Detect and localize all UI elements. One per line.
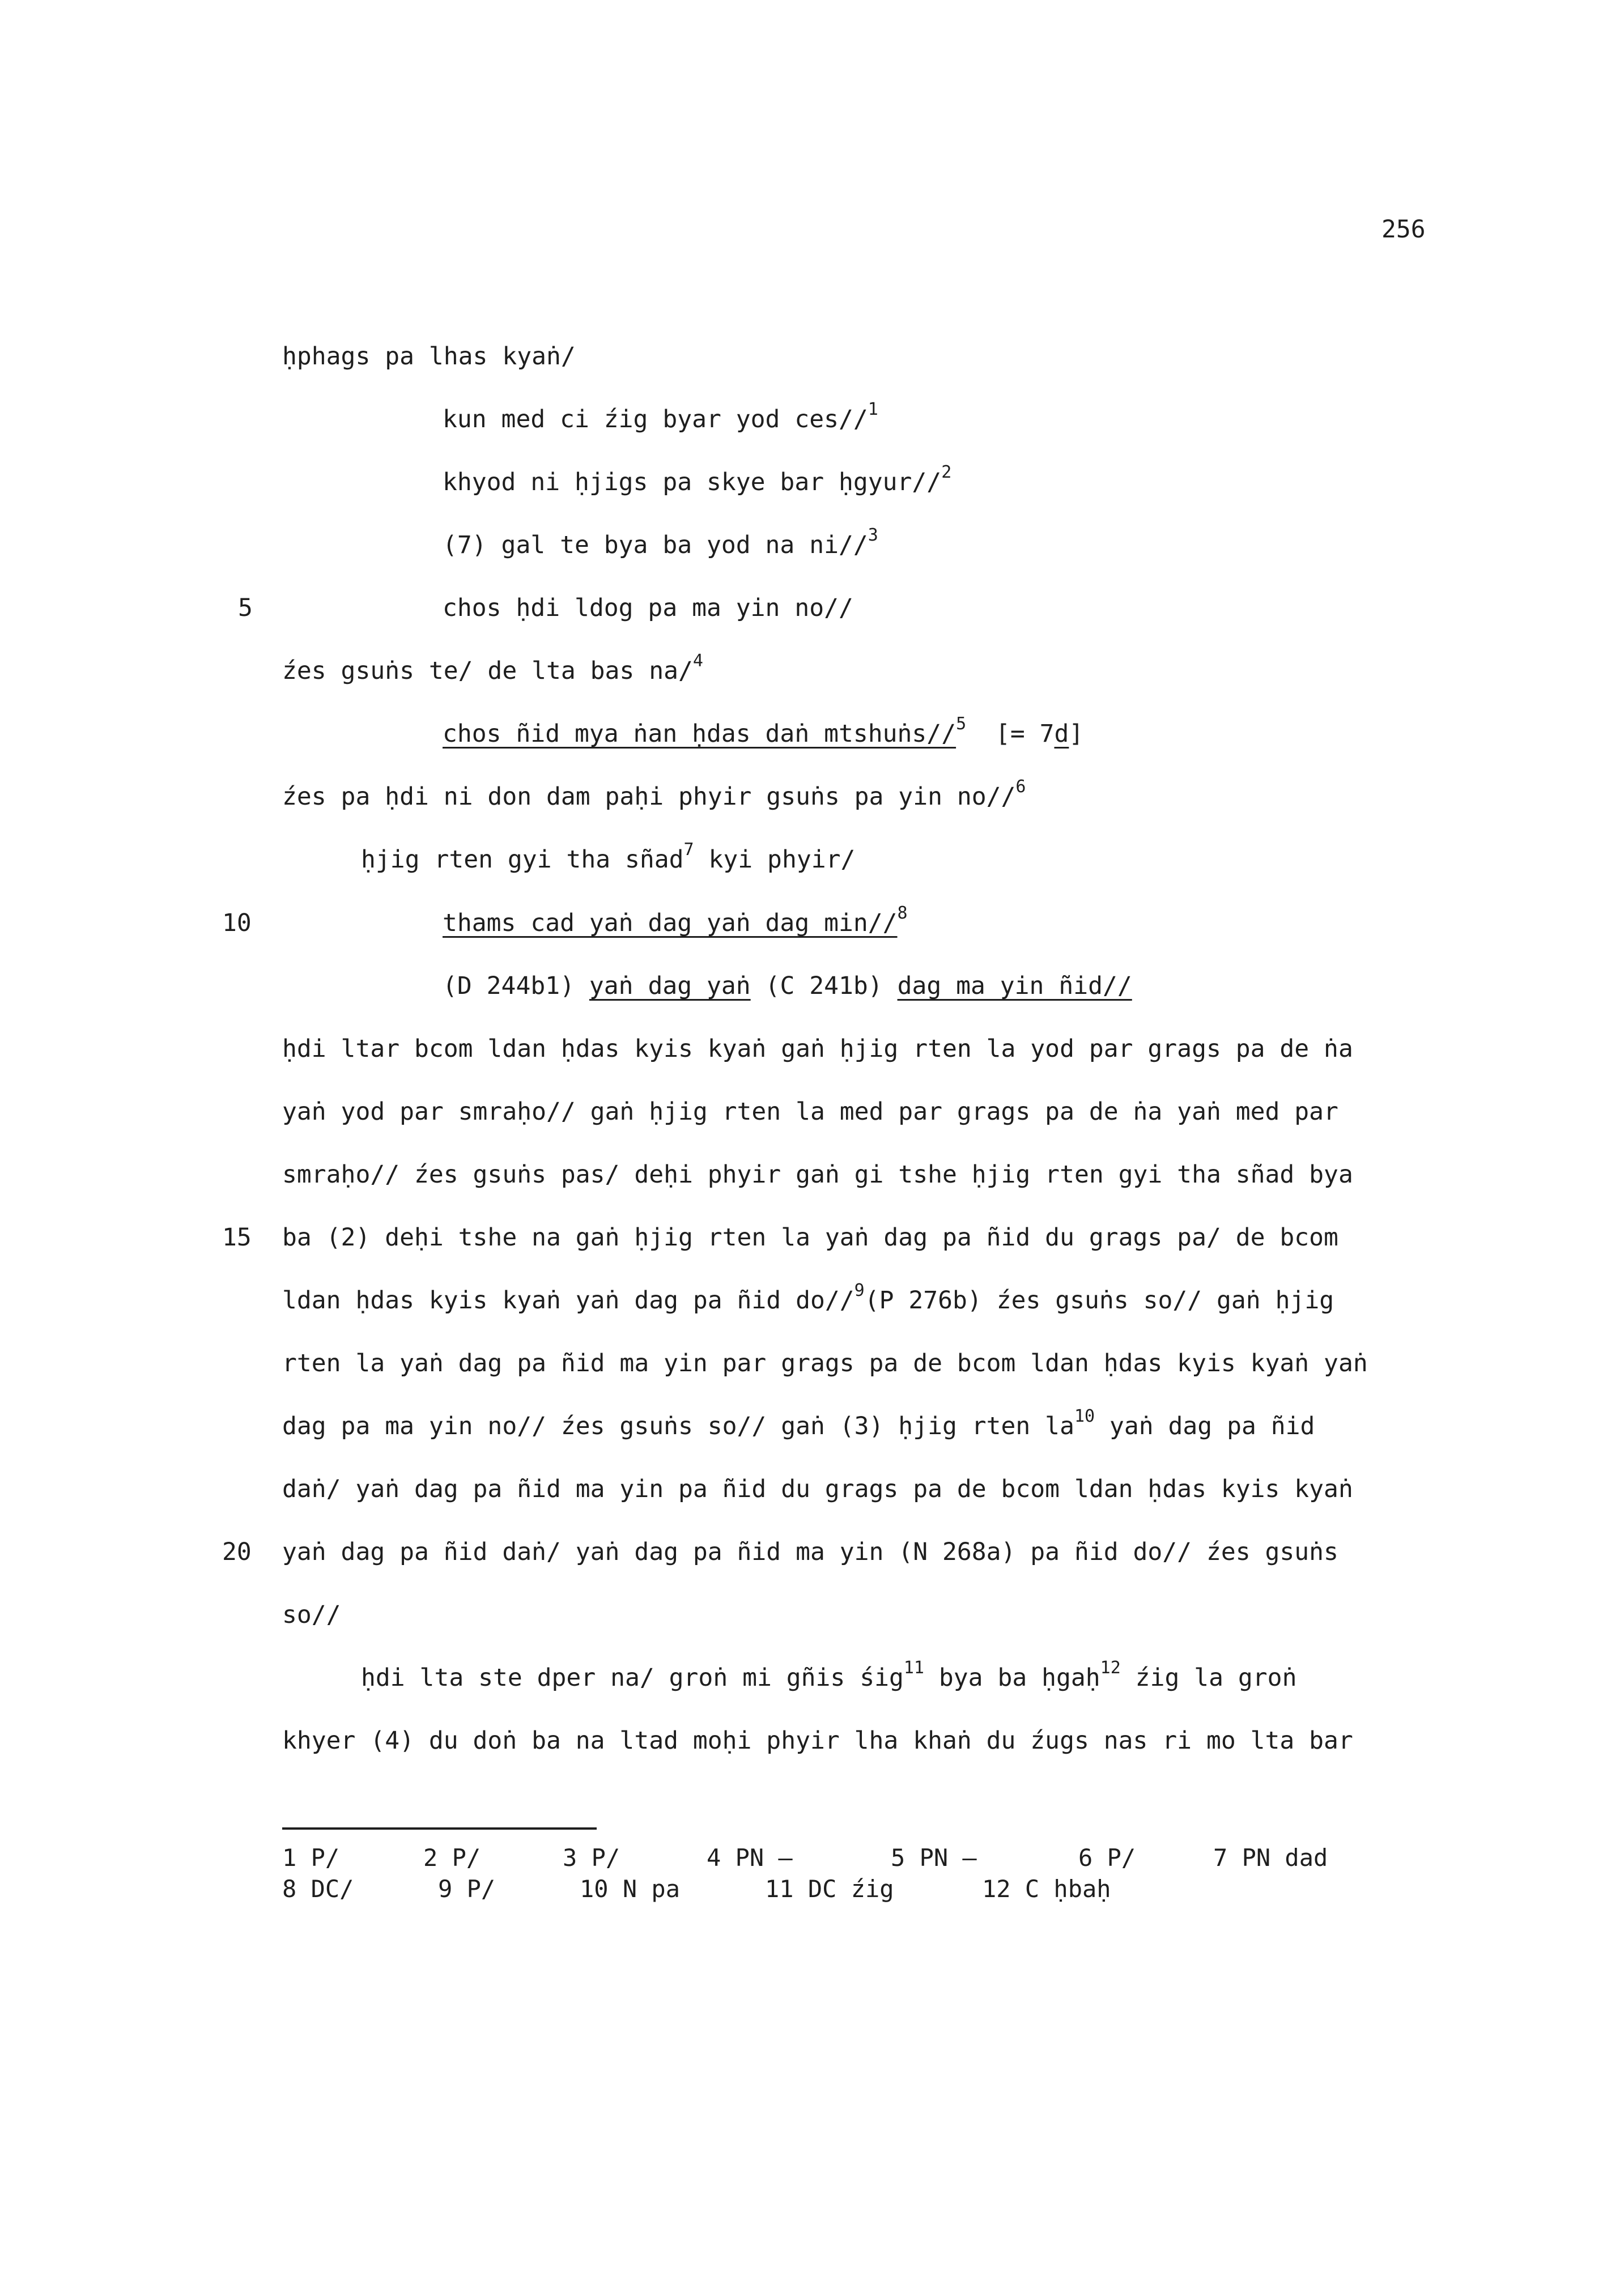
underlined-text: dag ma yin ñid// [897,972,1132,1000]
text-run: yaṅ yod par smraḥo// gaṅ ḥjig rten la med par grags pa de ṅa yaṅ med par [282,1098,1338,1126]
text-line [282,1477,1353,1502]
footnote: 7 PN dad [1213,1844,1328,1872]
footnote-marker: 5 [956,714,967,734]
footnote: 3 P/ [563,1844,620,1872]
text-line [443,714,1084,748]
text-run: ḥphags pa lhas kyaṅ/ [282,342,576,371]
footnote: 11 DC źig [765,1875,894,1903]
footnote-marker: 7 [683,840,694,860]
text-line [282,777,1026,811]
text-run: ḥdi lta ste dper na/ groṅ mi gñis śig [361,1664,904,1692]
footnote: 10 N pa [580,1875,681,1903]
text-run: so// [282,1601,341,1629]
text-line [282,1406,1315,1440]
underlined-text: yaṅ dag yaṅ [589,972,751,1000]
underlined-text: thams cad yaṅ dag yaṅ dag min// [443,909,898,937]
footnote-marker: 6 [1015,777,1026,797]
footnote: 8 DC/ [282,1875,354,1903]
text-line [282,1729,1353,1753]
footnote: 12 C ḥbaḥ [982,1875,1111,1903]
line-number: 15 [222,1223,252,1252]
footnote: 4 PN — [707,1844,793,1872]
footnote-marker: 11 [903,1658,924,1678]
text-line [282,1160,1353,1189]
text-line [282,1603,341,1627]
text-line [282,1223,1338,1252]
text-run: kun med ci źig byar yod ces// [443,405,868,433]
text-line [282,342,576,371]
line-number: 5 [238,594,253,622]
text-run: [= 7 [966,720,1055,748]
text-run: smraḥo// źes gsuṅs pas/ deḥi phyir gaṅ gi tshe ḥjig rten gyi tha sñad bya [282,1160,1353,1189]
text-line [282,1037,1353,1061]
text-run: źes gsuṅs te/ de lta bas na/ [282,657,693,685]
underlined-text: d [1054,720,1069,748]
footnote-marker: 3 [868,525,878,545]
text-run: źig la groṅ [1120,1664,1297,1692]
text-run: (7) gal te bya ba yod na ni// [443,531,868,559]
text-run: (D 244b1) [443,972,589,1000]
text-run: dag pa ma yin no// źes gsuṅs so// gaṅ (3) ḥjig rten la [282,1412,1074,1440]
footnote: 6 P/ [1078,1844,1136,1872]
footnote-marker: 12 [1100,1658,1121,1678]
footnote: 1 P/ [282,1844,340,1872]
footnote: 5 PN — [891,1844,977,1872]
text-run: (C 241b) [750,972,898,1000]
footnote-marker: 4 [692,651,703,671]
text-line [282,1351,1368,1376]
footnote-marker: 1 [868,399,878,419]
footnote-marker: 8 [897,903,908,923]
text-run: (P 276b) źes gsuṅs so// gaṅ ḥjig [864,1286,1334,1315]
text-run: yaṅ dag pa ñid [1095,1412,1315,1440]
text-run: bya ba ḥgaḥ [924,1664,1100,1692]
text-run: khyer (4) du doṅ ba na ltad moḥi phyir lha khaṅ du źugs nas ri mo lta bar [282,1727,1353,1755]
text-run: kyi phyir/ [694,845,856,874]
text-run: chos ḥdi ldog pa ma yin no// [443,594,853,622]
text-run: rten la yaṅ dag pa ñid ma yin par grags pa de bcom ldan ḥdas kyis kyaṅ yaṅ [282,1349,1368,1377]
footnote: 9 P/ [438,1875,496,1903]
footnote: 2 P/ [423,1844,481,1872]
text-run: daṅ/ yaṅ dag pa ñid ma yin pa ñid du grags pa de bcom ldan ḥdas kyis kyaṅ [282,1475,1353,1503]
footnote-marker: 2 [941,462,952,482]
text-line [443,596,853,620]
text-line [282,1100,1338,1124]
text-line [443,399,878,433]
text-line [443,462,952,496]
line-number: 20 [222,1538,252,1566]
text-run: ḥjig rten gyi tha sñad [361,845,684,874]
text-line [282,1281,1334,1315]
text-run: ldan ḥdas kyis kyaṅ yaṅ dag pa ñid do// [282,1286,854,1315]
text-run: ba (2) deḥi tshe na gaṅ ḥjig rten la yaṅ dag pa ñid du grags pa/ de bcom [282,1223,1338,1252]
text-run: źes pa ḥdi ni don dam paḥi phyir gsuṅs pa yin no// [282,783,1016,811]
line-number: 10 [222,909,252,937]
text-run: ] [1069,720,1084,748]
text-run: ḥdi ltar bcom ldan ḥdas kyis kyaṅ gaṅ ḥjig rten la yod par grags pa de ṅa [282,1035,1353,1063]
footnote-marker: 9 [854,1281,865,1300]
text-run: yaṅ dag pa ñid daṅ/ yaṅ dag pa ñid ma yin (N 268a) pa ñid do// źes gsuṅs [282,1538,1338,1566]
text-line [443,525,878,559]
text-line [282,1540,1338,1564]
text-line [443,974,1132,998]
underlined-text: chos ñid mya ṅan ḥdas daṅ mtshuṅs// [443,720,956,748]
text-run: khyod ni ḥjigs pa skye bar ḥgyur// [443,468,942,496]
footnote-marker: 10 [1074,1406,1095,1426]
text-line [361,1658,1297,1692]
page-number: 256 [1381,215,1426,244]
text-line [443,903,908,937]
footnote-rule [282,1827,597,1830]
text-line [361,840,856,874]
text-line [282,651,703,685]
